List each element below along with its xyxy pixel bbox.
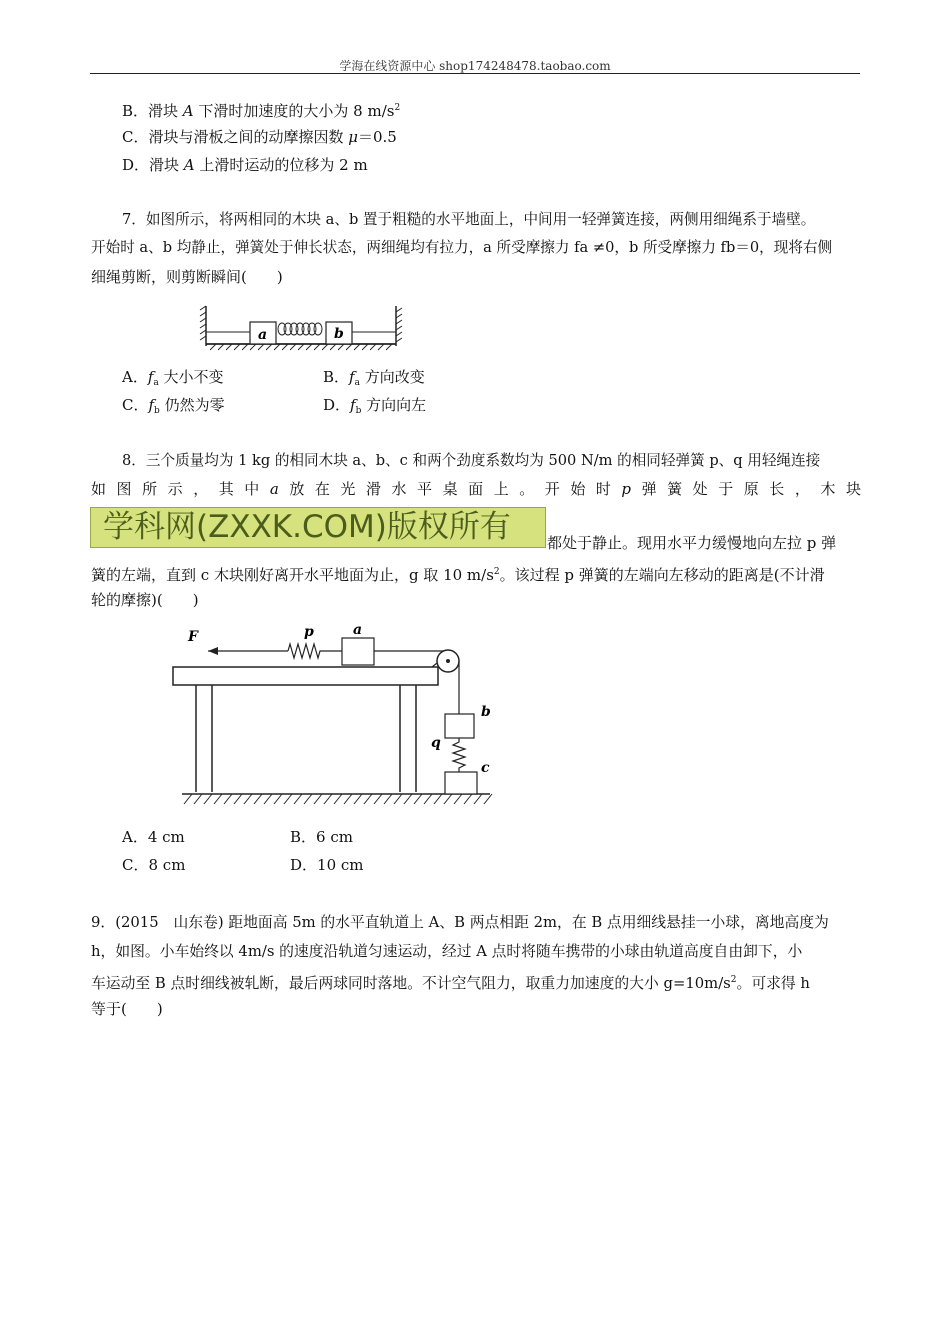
q7-figure [200,302,405,352]
q8-stem-line4 [91,562,825,585]
q9-stem-line3-sup: 2 [730,975,737,985]
q8-line2-word: 弹 [641,480,657,498]
q8-figure [170,620,500,812]
q8-line2-word: 桌 [442,480,458,498]
q8-label-p: p [304,624,314,640]
watermark-banner: 学科网(ZXXK.COM)版权所有 [90,507,546,548]
q8-block-b [445,714,474,738]
q7-option-b-label: B． [323,368,350,386]
q8-line2-word: 时 [595,480,611,498]
q8-line2-word: 中 [244,480,260,498]
q7-option-a-f: f [147,368,154,386]
q8-spring-q [453,738,465,772]
q9-stem-line3 [91,970,810,994]
q7-option-a-sub: a [153,378,159,388]
q8-line2-word: ， [794,480,810,498]
q7-spring [278,323,322,335]
q8-line2-word: 原 [743,480,759,498]
q7-option-a-label: A． [122,368,148,386]
q8-option-a: A．4 cm [122,828,185,846]
q6-option-b-sup: 2 [394,103,401,113]
q7-stem-line3: 细绳剪断，则剪断瞬间( ) [91,268,283,286]
q8-label-c: c [481,760,490,776]
q8-line2-word: 长 [769,480,785,498]
q8-spring-p [288,644,342,658]
q6-option-d [122,155,368,175]
q9-stem-line2: h，如图。小车始终以 4m/s 的速度沿轨道匀速运动，经过 A 点时将随车携带的小球由轨道高度自由卸下，小 [91,943,803,960]
q8-line2-word: a [269,480,279,498]
header-rule [90,73,860,74]
q7-option-b-f: f [349,368,355,386]
q8-stem-line4b: 。该过程 p 弹簧的左端向左移动的距离是(不计滑 [499,566,825,584]
q8-line2-word: 图 [116,480,132,498]
q8-stem-line3: 都处于静止。现用水平力缓慢地向左拉 p 弹 [547,534,837,552]
q7-option-d-label: D． [323,396,351,414]
q8-line2-word: 簧 [667,480,683,498]
q8-line2-word: 木 [820,480,836,498]
q8-line2-word: 于 [718,480,734,498]
q8-line2-word: 块 [845,480,861,498]
q7-option-c-text: 仍然为零 [159,396,225,414]
q7-option-c-label: C． [122,396,149,414]
q9-stem-line1: 9．(2015 山东卷) 距地面高 5m 的水平直轨道上 A、B 两点相距 2m，在 B 点用细线悬挂一小球，离地高度为 [91,914,829,931]
q7-option-d-f: f [350,396,356,414]
q8-line2-word: 始 [570,480,586,498]
q6-option-b-text: 下滑时加速度的大小为 8 m/s [193,102,395,120]
q8-line2-word: 在 [314,480,330,498]
q7-option-b-text: 方向改变 [359,368,425,386]
q9-stem-line4: 等于( ) [91,1000,163,1018]
q7-option-c-sub: b [154,406,160,416]
q8-block-a [342,638,374,665]
q8-line2-word: 示 [167,480,183,498]
q8-line2-word: 面 [468,480,484,498]
q8-line2-word: 。 [519,480,535,498]
q9-stem-line3b: 。可求得 h [736,975,810,992]
q8-stem-line2 [91,479,861,499]
q7-stem-line1: 7．如图所示，将两相同的木块 a、b 置于粗糙的水平地面上，中间用一轻弹簧连接，两侧用细绳系于墙壁。 [122,211,816,228]
q7-option-b-sub: a [354,378,360,388]
q8-line2-word: 开 [544,480,560,498]
q8-line2-word: 处 [692,480,708,498]
q6-option-c-var: μ [348,128,358,146]
q8-label-a: a [353,622,363,638]
q8-label-q: q [431,735,441,751]
q8-line2-word: 光 [340,480,356,498]
q8-stem-line4a: 簧的左端，直到 c 木块刚好离开水平地面为止，g 取 10 m/s [91,566,494,584]
q8-option-b: B．6 cm [290,828,353,846]
q8-line2-word: ， [193,480,209,498]
q6-option-d-var: A [183,156,195,174]
q7-label-a: a [258,327,268,343]
q8-line2-word: p [621,480,632,498]
q6-option-c [122,127,397,147]
q7-option-a-text: 大小不变 [158,368,224,386]
q8-block-c [445,772,477,794]
q8-stem-line4-sup: 2 [493,567,500,577]
q8-stem-line5: 轮的摩擦)( ) [91,591,199,609]
q8-line2-word: 平 [417,480,433,498]
q7-option-d-text: 方向向左 [361,396,427,414]
q7-option-d-sub: b [355,406,362,416]
q8-line2-word: 如 [91,480,107,498]
q7-option-c-f: f [148,396,155,414]
q6-option-b-prefix: B．滑块 [122,102,183,120]
q8-line2-word: 滑 [365,480,381,498]
q8-option-c: C．8 cm [122,856,186,874]
q7-option-a [122,367,224,393]
q8-line2-word: 放 [289,480,305,498]
q7-option-c [122,395,225,421]
q8-line2-word: 所 [142,480,158,498]
q8-line2-word: 上 [493,480,509,498]
q8-stem-line1: 8．三个质量均为 1 kg 的相同木块 a、b、c 和两个劲度系数均为 500 N/m 的相同轻弹簧 p、q 用轻绳连接 [122,452,821,469]
q6-option-d-text: 上滑时运动的位移为 2 m [194,156,368,174]
page-header: 学海在线资源中心 shop174248478.taobao.com [339,59,611,73]
q7-option-d [323,395,426,421]
q7-stem-line2: 开始时 a、b 均静止，弹簧处于伸长状态，两细绳均有拉力，a 所受摩擦力 fa ≠0，b 所受摩擦力 fb＝0，现将右侧 [91,239,833,256]
q6-option-b [122,98,400,121]
q8-line2-word: 其 [218,480,234,498]
q8-line2-word: 水 [391,480,407,498]
q8-label-b: b [481,704,491,720]
q6-option-c-prefix: C．滑块与滑板之间的动摩擦因数 [122,128,349,146]
q8-option-d: D．10 cm [290,856,364,874]
q7-label-b: b [334,326,344,342]
q7-option-b [323,367,425,393]
q8-label-f: F [188,629,198,645]
q9-stem-line3a: 车运动至 B 点时细线被轧断，最后两球同时落地。不计空气阻力，取重力加速度的大小 g=10m/s [91,975,731,992]
q6-option-b-var: A [182,102,194,120]
q6-option-d-prefix: D．滑块 [122,156,184,174]
q6-option-c-text: ＝0.5 [358,128,397,146]
